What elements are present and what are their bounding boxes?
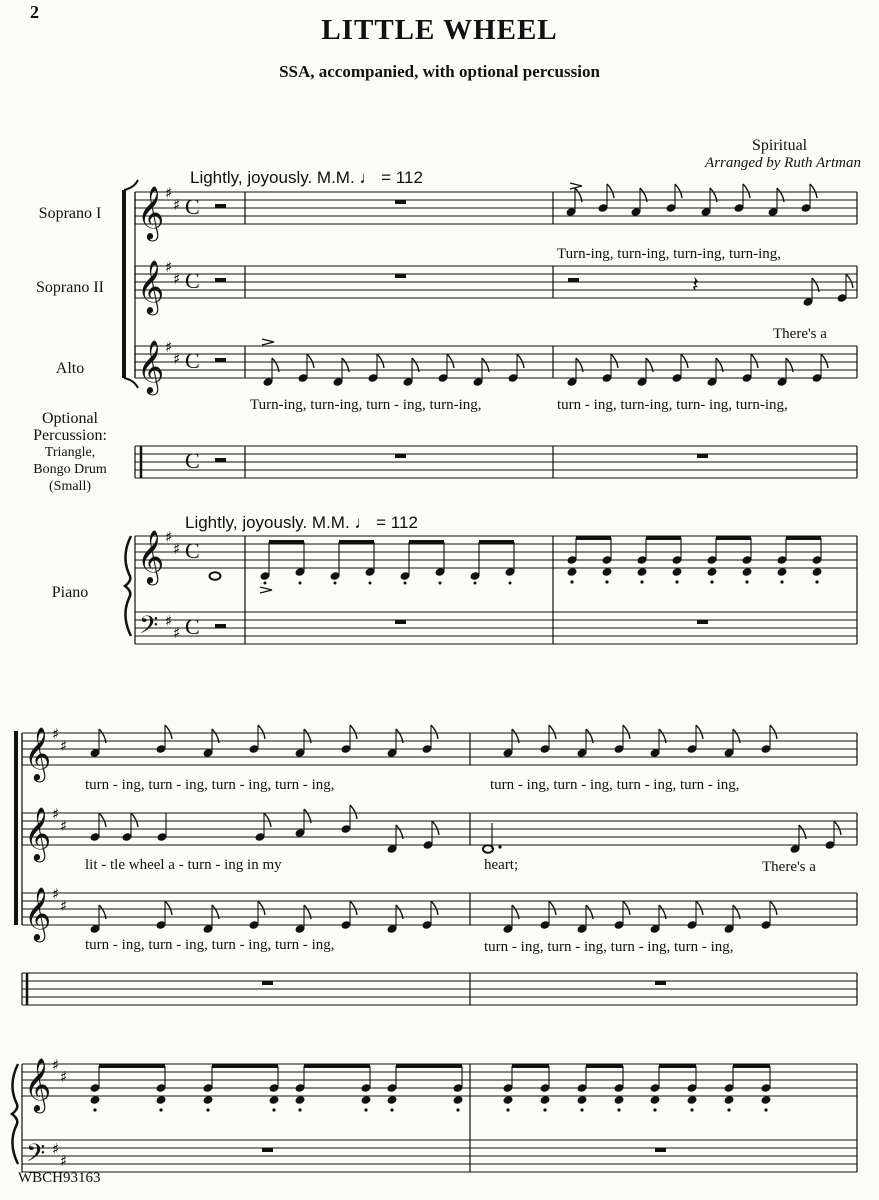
label-piano: Piano	[51, 584, 89, 601]
staccato-dot	[474, 582, 477, 585]
choir-bracket-cap	[124, 180, 138, 190]
piano-brace	[12, 1064, 18, 1164]
lyrics-soprano1-m4: turn - ing, turn - ing, turn - ing, turn - ing,	[490, 777, 740, 793]
whole-rest	[262, 981, 273, 985]
note-beam	[409, 540, 444, 544]
chord-note-head	[576, 1095, 587, 1105]
vocal-tempo-marking: Lightly, joyously. M.M. ♩ = 112	[190, 168, 423, 187]
lyrics-alto-m4: turn - ing, turn - ing, turn - ing, turn - ing,	[484, 939, 734, 955]
note-flag	[377, 354, 384, 368]
note-flag	[681, 354, 688, 368]
key-signature-sharp: ♯	[60, 817, 68, 835]
label-percussion-line: Optional	[42, 410, 98, 427]
staccato-dot	[506, 1108, 509, 1111]
note-beam	[479, 540, 514, 544]
note-flag	[264, 813, 271, 827]
key-signature-sharp: ♯	[60, 737, 68, 755]
lyrics-soprano2-m4-pickup: There's a	[762, 859, 816, 875]
time-signature-c: C	[185, 614, 200, 639]
accent-mark	[260, 587, 272, 593]
key-signature-sharp: ♯	[173, 196, 181, 214]
piano-tempo-marking: Lightly, joyously. M.M. ♩ = 112	[185, 513, 418, 532]
quarter-rest: 𝄽	[692, 273, 699, 298]
note-beam	[269, 540, 304, 544]
treble-clef-icon: 𝄞	[24, 1057, 52, 1111]
staccato-dot	[605, 580, 608, 583]
source-credit: Spiritual	[752, 137, 808, 154]
key-signature-sharp: ♯	[173, 270, 181, 288]
note-flag	[307, 354, 314, 368]
chord-note-head	[155, 1095, 166, 1105]
staccato-dot	[675, 580, 678, 583]
note-flag	[607, 184, 614, 198]
staccato-dot	[727, 1108, 730, 1111]
note-flag	[611, 354, 618, 368]
song-subtitle: SSA, accompanied, with optional percussion	[279, 62, 600, 81]
note-beam	[733, 1064, 770, 1068]
staccato-dot	[439, 582, 442, 585]
staccato-dot	[299, 582, 302, 585]
note-flag	[350, 901, 357, 915]
note-beam	[659, 1064, 696, 1068]
choir-bracket	[14, 731, 18, 925]
whole-rest	[697, 620, 708, 624]
staccato-dot	[580, 1108, 583, 1111]
note-flag	[432, 821, 439, 835]
key-signature-sharp: ♯	[165, 612, 173, 630]
note-flag	[258, 901, 265, 915]
note-beam	[512, 1064, 549, 1068]
staccato-dot	[570, 580, 573, 583]
lyrics-alto-m3: turn - ing, turn - ing, turn - ing, turn - ing,	[85, 937, 335, 953]
key-signature-sharp: ♯	[165, 258, 173, 276]
note-flag	[165, 725, 172, 739]
lyrics-soprano2-m3: lit - tle wheel a - turn - ing in my	[85, 857, 282, 873]
note-flag	[696, 725, 703, 739]
label-percussion-line: (Small)	[49, 479, 91, 494]
treble-clef-icon: 𝄞	[137, 339, 165, 393]
chord-note-head	[601, 567, 612, 577]
chord-note-head	[686, 1095, 697, 1105]
bass-clef-icon: 𝄢	[26, 1139, 46, 1174]
piano-brace	[125, 536, 131, 636]
chord-note-head	[649, 1095, 660, 1105]
key-signature-sharp: ♯	[173, 624, 181, 642]
note-flag	[810, 184, 817, 198]
staccato-dot	[764, 1108, 767, 1111]
key-signature-sharp: ♯	[165, 528, 173, 546]
key-signature-sharp: ♯	[52, 1056, 60, 1074]
staccato-dot	[653, 1108, 656, 1111]
note-flag	[770, 725, 777, 739]
staccato-dot	[369, 582, 372, 585]
lyrics-alto-m2: turn - ing, turn-ing, turn- ing, turn-ing,	[557, 397, 788, 413]
key-signature-sharp: ♯	[60, 897, 68, 915]
chord-note-head	[566, 567, 577, 577]
treble-clef-icon: 𝄞	[24, 886, 52, 940]
chord-note-head	[502, 1095, 513, 1105]
time-signature-c: C	[185, 348, 200, 373]
note-flag	[431, 901, 438, 915]
staccato-dot	[710, 580, 713, 583]
catalog-number: WBCH93163	[18, 1170, 101, 1186]
note-beam	[586, 1064, 623, 1068]
chord-note-head	[294, 1095, 305, 1105]
time-signature-c: C	[185, 538, 200, 563]
whole-rest	[697, 454, 708, 458]
chord-note-head	[760, 1095, 771, 1105]
key-signature-sharp: ♯	[60, 1068, 68, 1086]
staccato-dot	[264, 582, 267, 585]
note-beam	[339, 540, 374, 544]
half-rest	[215, 278, 226, 282]
chord-note-head	[706, 567, 717, 577]
staccato-dot	[390, 1108, 393, 1111]
note-flag	[350, 805, 357, 819]
key-signature-sharp: ♯	[52, 725, 60, 743]
time-signature-c: C	[185, 448, 200, 473]
page-number: 2	[30, 2, 39, 22]
lyrics-soprano1-m2: Turn-ing, turn-ing, turn-ing, turn-ing,	[557, 246, 782, 262]
treble-clef-icon: 𝄞	[137, 529, 165, 583]
treble-clef-icon: 𝄞	[24, 806, 52, 860]
note-flag	[846, 274, 853, 288]
time-signature-c: C	[185, 268, 200, 293]
note-beam	[99, 1064, 165, 1068]
whole-rest	[655, 1148, 666, 1152]
note-flag	[549, 901, 556, 915]
chord-note-head	[386, 1095, 397, 1105]
note-beam	[396, 1064, 462, 1068]
bass-clef-icon: 𝄢	[139, 611, 159, 646]
label-soprano-1: Soprano I	[38, 205, 102, 222]
whole-rest	[395, 620, 406, 624]
lyrics-soprano1-m3: turn - ing, turn - ing, turn - ing, turn - ing,	[85, 777, 335, 793]
note-flag	[99, 813, 106, 827]
staccato-dot	[543, 1108, 546, 1111]
chord-note-head	[636, 567, 647, 577]
whole-note	[210, 572, 221, 580]
treble-clef-icon: 𝄞	[137, 259, 165, 313]
chord-note-head	[671, 567, 682, 577]
chord-note-head	[776, 567, 787, 577]
key-signature-sharp: ♯	[52, 1140, 60, 1158]
note-beam	[304, 1064, 370, 1068]
note-flag	[165, 901, 172, 915]
note-beam	[212, 1064, 278, 1068]
time-signature-c: C	[185, 194, 200, 219]
accent-mark	[570, 183, 582, 189]
key-signature-sharp: ♯	[173, 540, 181, 558]
chord-note-head	[360, 1095, 371, 1105]
treble-clef-icon: 𝄞	[24, 726, 52, 780]
chord-note-head	[723, 1095, 734, 1105]
chord-note-head	[613, 1095, 624, 1105]
staccato-dot	[509, 582, 512, 585]
label-percussion-line: Percussion:	[33, 427, 107, 444]
whole-rest	[395, 274, 406, 278]
staccato-dot	[334, 582, 337, 585]
staccato-dot	[617, 1108, 620, 1111]
accent-mark	[262, 339, 274, 345]
note-flag	[623, 725, 630, 739]
key-signature-sharp: ♯	[52, 805, 60, 823]
chord-note-head	[89, 1095, 100, 1105]
note-flag	[623, 901, 630, 915]
treble-clef-icon: 𝄞	[137, 185, 165, 239]
staccato-dot	[93, 1108, 96, 1111]
whole-rest	[262, 1148, 273, 1152]
dot	[498, 845, 501, 848]
lyrics-soprano2-m4: heart;	[484, 857, 519, 873]
staccato-dot	[272, 1108, 275, 1111]
staccato-dot	[364, 1108, 367, 1111]
note-beam	[646, 536, 681, 540]
song-title: LITTLE WHEEL	[321, 14, 558, 46]
key-signature-sharp: ♯	[173, 350, 181, 368]
label-percussion-line: Triangle,	[44, 445, 96, 460]
chord-note-head	[811, 567, 822, 577]
staccato-dot	[159, 1108, 162, 1111]
half-rest	[215, 624, 226, 628]
half-rest	[215, 458, 226, 462]
note-flag	[834, 821, 841, 835]
note-flag	[549, 725, 556, 739]
whole-rest	[655, 981, 666, 985]
staccato-dot	[745, 580, 748, 583]
arranger-credit: Arranged by Ruth Artman	[705, 155, 861, 171]
lyrics-alto-m1: Turn-ing, turn-ing, turn - ing, turn-ing,	[250, 397, 482, 413]
lyrics-soprano2-m2: There's a	[773, 326, 827, 342]
staccato-dot	[404, 582, 407, 585]
note-beam	[576, 536, 611, 540]
half-rest	[215, 204, 226, 208]
note-beam	[716, 536, 751, 540]
choir-bracket	[122, 190, 126, 378]
whole-rest	[395, 454, 406, 458]
staccato-dot	[206, 1108, 209, 1111]
note-flag	[517, 354, 524, 368]
note-flag	[751, 354, 758, 368]
whole-rest	[395, 200, 406, 204]
note-flag	[431, 725, 438, 739]
half-rest	[568, 278, 579, 282]
note-flag	[350, 725, 357, 739]
note-flag	[696, 901, 703, 915]
choir-bracket-cap	[124, 378, 138, 388]
note-flag	[743, 184, 750, 198]
staccato-dot	[640, 580, 643, 583]
note-flag	[770, 901, 777, 915]
note-flag	[675, 184, 682, 198]
label-soprano-2: Soprano II	[36, 279, 104, 296]
staccato-dot	[815, 580, 818, 583]
note-flag	[821, 354, 828, 368]
half-rest	[215, 358, 226, 362]
staccato-dot	[690, 1108, 693, 1111]
key-signature-sharp: ♯	[52, 885, 60, 903]
note-flag	[447, 354, 454, 368]
note-flag	[258, 725, 265, 739]
chord-note-head	[268, 1095, 279, 1105]
chord-note-head	[452, 1095, 463, 1105]
staccato-dot	[456, 1108, 459, 1111]
staccato-dot	[780, 580, 783, 583]
chord-note-head	[741, 567, 752, 577]
note-flag	[131, 813, 138, 827]
chord-note-head	[202, 1095, 213, 1105]
key-signature-sharp: ♯	[60, 1152, 68, 1170]
staccato-dot	[298, 1108, 301, 1111]
key-signature-sharp: ♯	[165, 184, 173, 202]
note-beam	[786, 536, 821, 540]
key-signature-sharp: ♯	[165, 338, 173, 356]
label-percussion-line: Bongo Drum	[33, 462, 107, 477]
label-alto: Alto	[55, 360, 85, 377]
chord-note-head	[539, 1095, 550, 1105]
